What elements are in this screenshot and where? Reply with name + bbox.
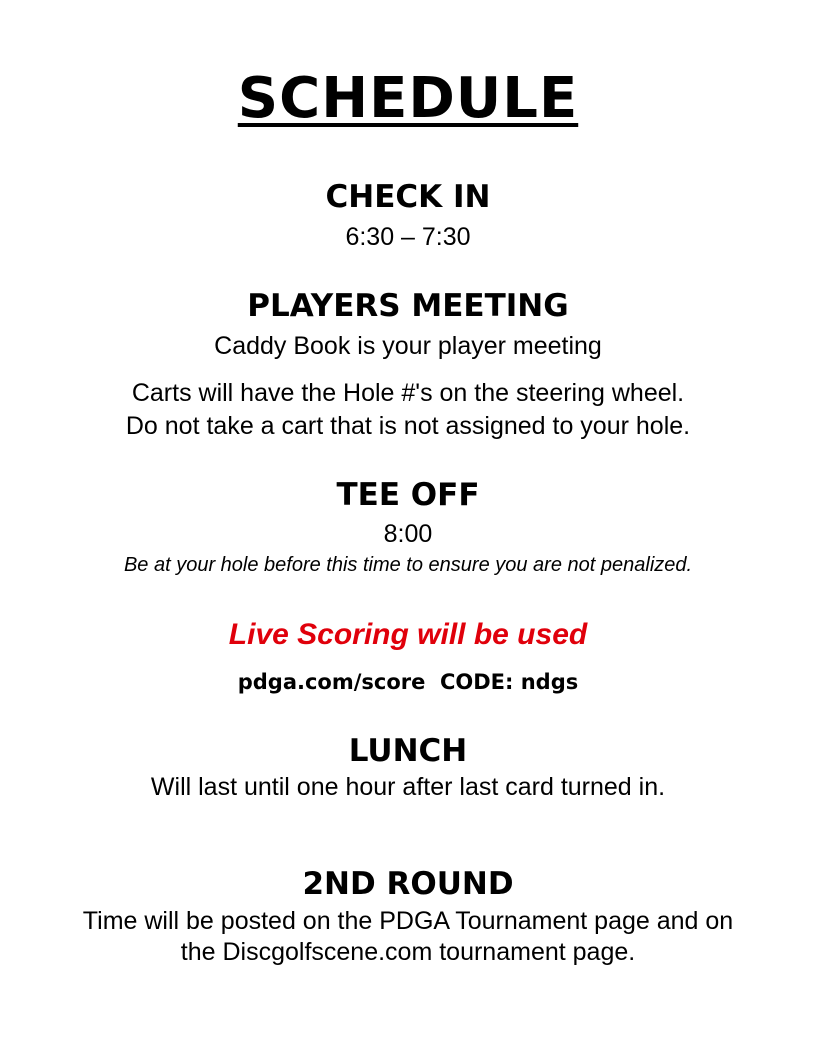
second-round-line-2: the Discgolfscene.com tournament page. [180, 938, 636, 966]
tee-off-time: 8:00 [383, 520, 433, 548]
live-scoring-code: pdga.com/score CODE: ndgs [237, 670, 579, 694]
live-scoring-heading: Live Scoring will be used [228, 618, 588, 651]
second-round-line-1: Time will be posted on the PDGA Tournament page and on [82, 907, 734, 935]
players-meeting-line-3: Do not take a cart that is not assigned to your hole. [125, 412, 691, 440]
players-meeting-line-1: Caddy Book is your player meeting [214, 332, 602, 360]
players-meeting-line-2: Carts will have the Hole #'s on the steering wheel. [131, 379, 685, 407]
lunch-heading: LUNCH [348, 733, 468, 769]
players-meeting-heading: PLAYERS MEETING [247, 288, 569, 324]
tee-off-note: Be at your hole before this time to ensure you are not penalized. [123, 554, 693, 576]
second-round-heading: 2ND ROUND [302, 866, 514, 902]
tee-off-heading: TEE OFF [336, 477, 480, 513]
lunch-text: Will last until one hour after last card turned in. [150, 773, 666, 801]
check-in-heading: CHECK IN [325, 179, 491, 215]
check-in-time: 6:30 – 7:30 [345, 223, 471, 251]
page-title: SCHEDULE [237, 66, 579, 131]
